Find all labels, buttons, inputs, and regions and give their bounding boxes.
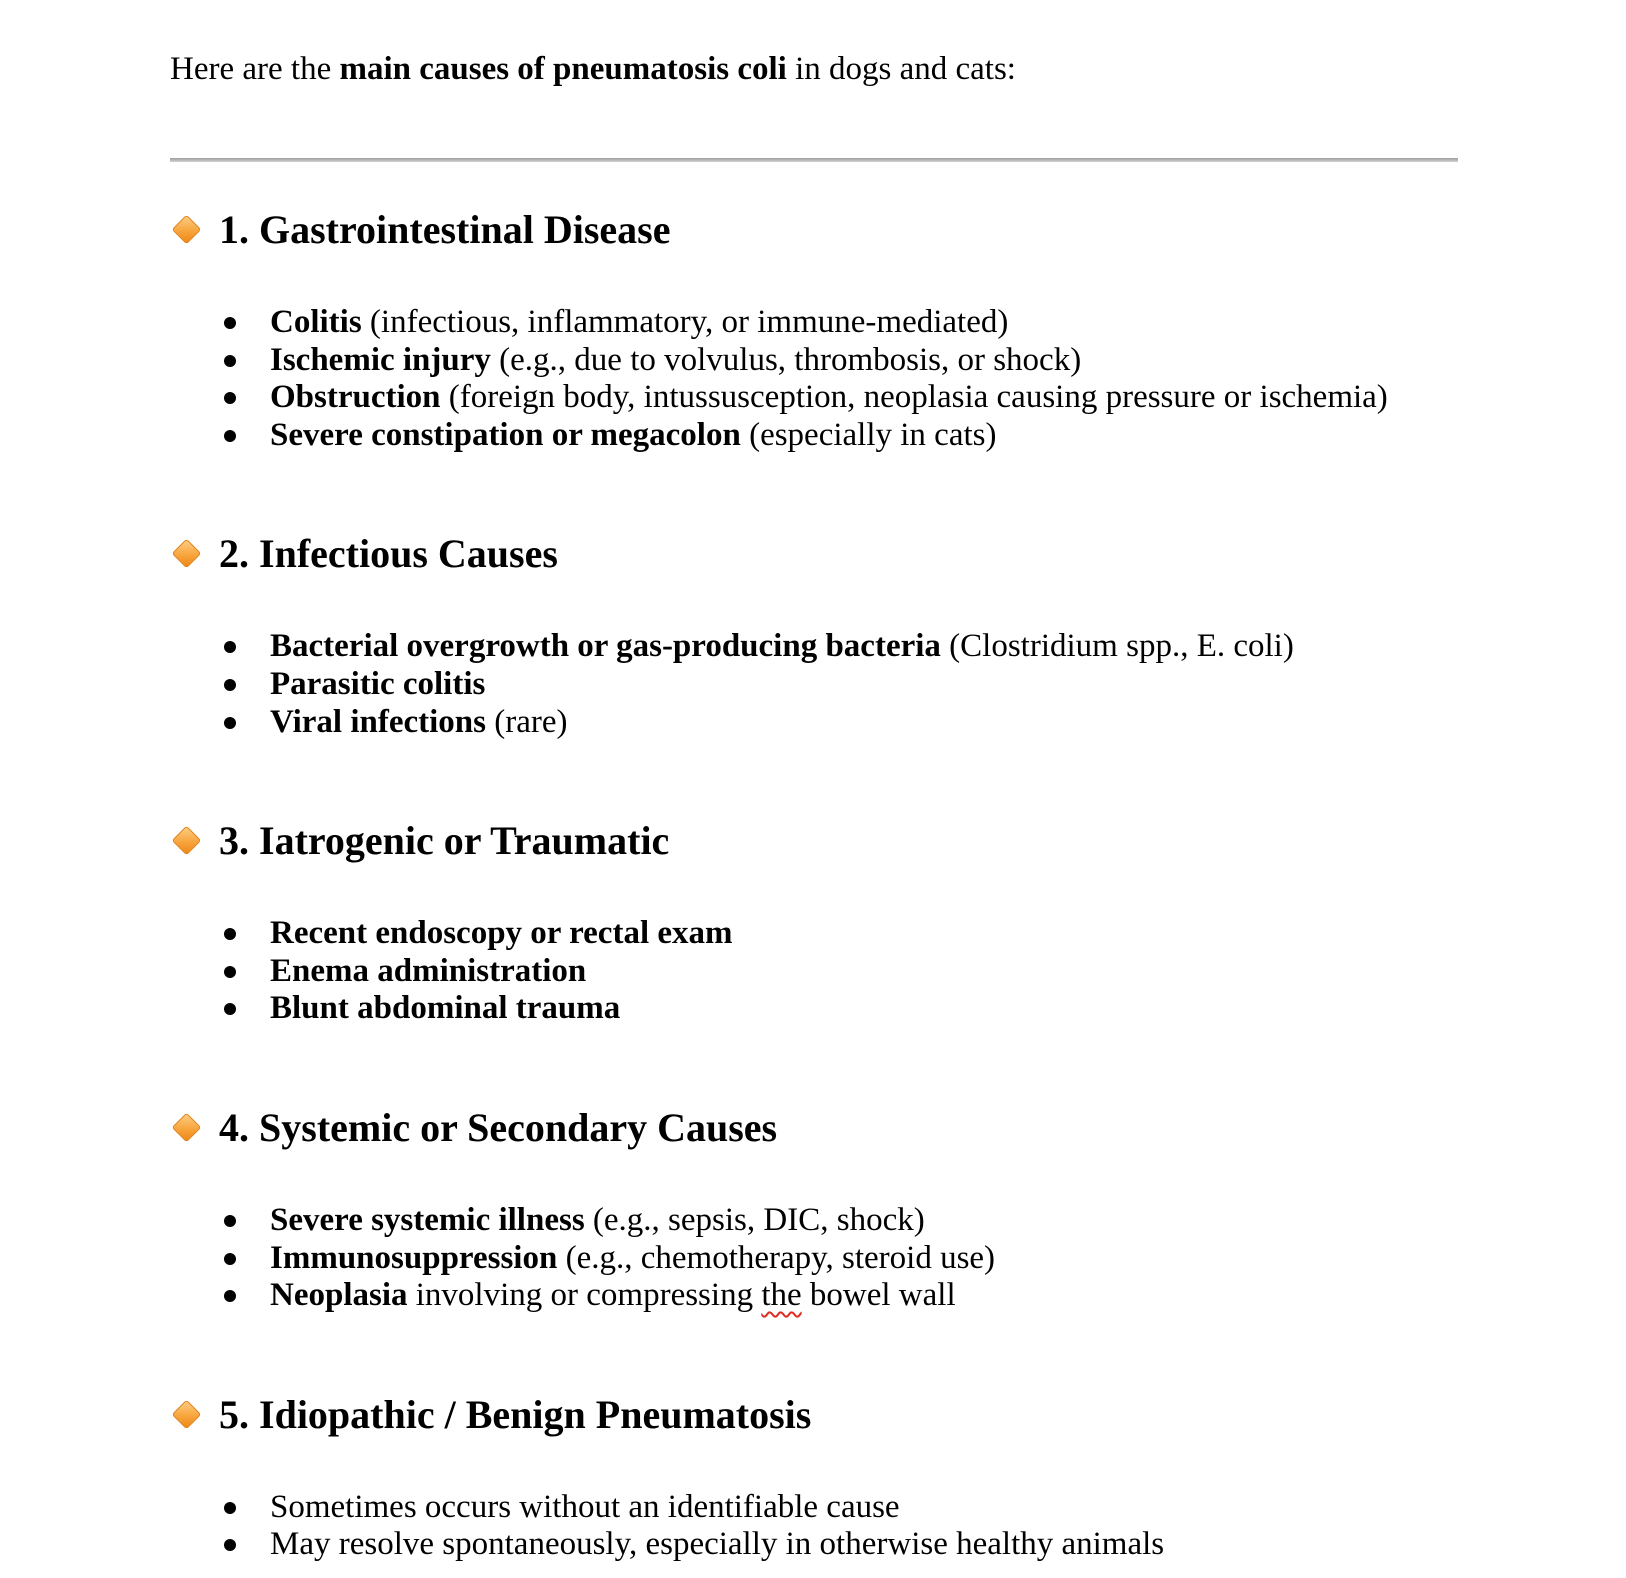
item-detail: (infectious, inflammatory, or immune-mediated) (361, 304, 1009, 340)
section-title: 5. Idiopathic / Benign Pneumatosis (219, 1391, 812, 1437)
idiopathic-list (170, 1489, 1470, 1564)
bullet-dot-icon (224, 1215, 236, 1227)
systemic-list (170, 1202, 1470, 1315)
item-term: Obstruction (270, 379, 441, 416)
item-term: Immunosuppression (270, 1239, 558, 1276)
bullet-dot-icon (224, 641, 236, 653)
bullet-dot-icon (224, 928, 236, 940)
item-term: Neoplasia (270, 1277, 408, 1314)
item-detail: May resolve spontaneously, especially in otherwise healthy animals (270, 1526, 1165, 1563)
horizontal-divider (170, 158, 1458, 162)
diamond-bullet-icon (172, 826, 202, 856)
section-heading-idiopathic (172, 1391, 1470, 1439)
section-title: 1. Gastrointestinal Disease (219, 207, 671, 252)
item-detail: (Clostridium spp., E. coli) (940, 628, 1294, 665)
bullet-dot-icon (224, 1003, 236, 1015)
diamond-bullet-icon (172, 539, 202, 569)
bullet-dot-icon (224, 317, 236, 329)
bullet-dot-icon (224, 679, 236, 691)
section-title: 3. Iatrogenic or Traumatic (219, 818, 670, 864)
section-title: 2. Infectious Causes (219, 531, 558, 577)
item-term: Ischemic injury (270, 341, 491, 378)
bullet-dot-icon (224, 355, 236, 367)
list-item (170, 990, 1470, 1028)
item-detail: bowel wall (801, 1277, 956, 1314)
infectious-list (170, 628, 1470, 741)
section-title: 4. Systemic or Secondary Causes (219, 1104, 778, 1150)
list-item (170, 666, 1470, 704)
list-item (170, 953, 1470, 991)
bullet-dot-icon (224, 430, 236, 442)
item-term: Blunt abdominal trauma (270, 990, 621, 1027)
bullet-dot-icon (224, 1539, 236, 1551)
list-item (170, 1489, 1470, 1527)
diamond-bullet-icon (172, 1113, 202, 1143)
list-item (170, 1240, 1470, 1278)
item-term: Bacterial overgrowth or gas-producing bacteria (270, 628, 941, 665)
list-item (170, 342, 1470, 380)
bullet-dot-icon (224, 1290, 236, 1302)
diamond-bullet-icon (172, 215, 202, 245)
item-detail: (e.g., due to volvulus, thrombosis, or shock) (490, 341, 1082, 378)
intro-paragraph (170, 50, 1470, 88)
item-detail: (e.g., sepsis, DIC, shock) (584, 1201, 925, 1238)
intro-prefix: Here are the (170, 51, 340, 87)
list-item (170, 1526, 1470, 1564)
list-item (170, 379, 1470, 417)
item-term: Severe systemic illness (270, 1201, 585, 1238)
bullet-dot-icon (224, 392, 236, 404)
item-term: Colitis (270, 304, 362, 340)
list-item (170, 628, 1470, 666)
gastrointestinal-list (170, 304, 1470, 454)
bullet-dot-icon (224, 1502, 236, 1514)
intro-bold-phrase: main causes of pneumatosis coli (339, 51, 787, 87)
section-heading-gastrointestinal (172, 206, 1470, 254)
list-item (170, 304, 1470, 342)
item-detail: (rare) (486, 703, 568, 740)
intro-suffix: in dogs and cats: (786, 51, 1016, 87)
section-heading-iatrogenic (172, 817, 1470, 865)
item-detail: (especially in cats) (740, 416, 997, 453)
bullet-dot-icon (224, 1253, 236, 1265)
section-heading-systemic (172, 1104, 1470, 1152)
spellcheck-underlined-word: the (761, 1277, 802, 1314)
list-item (170, 417, 1470, 455)
item-detail: (e.g., chemotherapy, steroid use) (557, 1239, 996, 1276)
document-body (170, 0, 1470, 1564)
item-detail: (foreign body, intussusception, neoplasia causing pressure or ischemia) (440, 379, 1388, 416)
list-item (170, 1202, 1470, 1240)
list-item (170, 704, 1470, 742)
item-term: Enema administration (270, 952, 587, 989)
item-term: Recent endoscopy or rectal exam (270, 915, 733, 952)
list-item (170, 915, 1470, 953)
item-term: Parasitic colitis (270, 665, 486, 702)
item-term: Viral infections (270, 703, 486, 740)
item-detail: Sometimes occurs without an identifiable cause (270, 1488, 900, 1525)
bullet-dot-icon (224, 966, 236, 978)
section-heading-infectious (172, 530, 1470, 578)
item-term: Severe constipation or megacolon (270, 416, 741, 453)
iatrogenic-list (170, 915, 1470, 1028)
item-detail: involving or compressing (407, 1277, 762, 1314)
list-item (170, 1277, 1470, 1315)
bullet-dot-icon (224, 717, 236, 729)
diamond-bullet-icon (172, 1400, 202, 1430)
